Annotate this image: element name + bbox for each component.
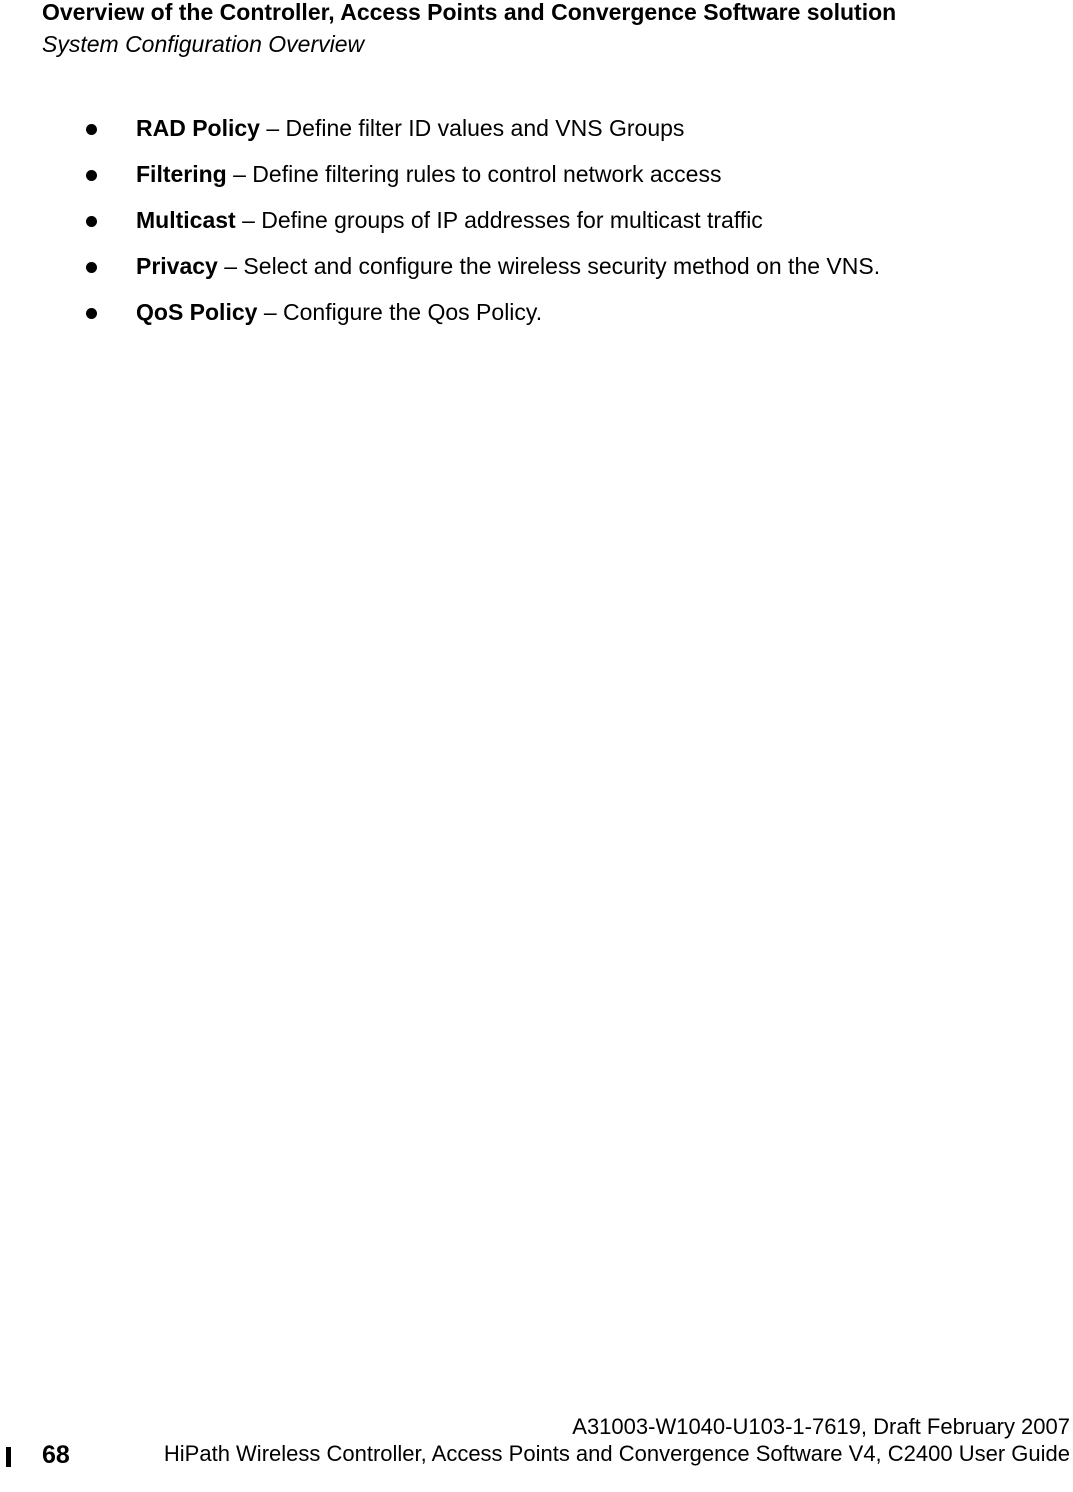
item-description: – Define groups of IP addresses for multicast traffic (235, 207, 763, 233)
item-term: Multicast (136, 207, 236, 233)
bullet-icon (86, 124, 97, 135)
bullet-icon (86, 216, 97, 227)
item-description: – Define filtering rules to control network access (226, 161, 722, 187)
chapter-title: Overview of the Controller, Access Points and Convergence Software solution (42, 0, 897, 25)
item-description: – Select and configure the wireless security method on the VNS. (217, 253, 881, 279)
item-description: – Configure the Qos Policy. (257, 299, 543, 325)
document-id: A31003-W1040-U103-1-7619, Draft February 2007 (572, 1414, 1070, 1439)
page-number: 68 (42, 1441, 70, 1469)
item-term: Privacy (136, 253, 218, 279)
section-title: System Configuration Overview (42, 31, 365, 57)
change-bar (6, 1447, 11, 1467)
item-description: – Define filter ID values and VNS Groups (259, 115, 685, 141)
item-term: QoS Policy (136, 299, 258, 325)
document-title: HiPath Wireless Controller, Access Points and Convergence Software V4, C2400 User Guide (163, 1441, 1070, 1466)
bullet-icon (86, 170, 97, 181)
bullet-icon (86, 308, 97, 319)
item-term: RAD Policy (136, 115, 260, 141)
bullet-icon (86, 262, 97, 273)
item-term: Filtering (136, 161, 227, 187)
